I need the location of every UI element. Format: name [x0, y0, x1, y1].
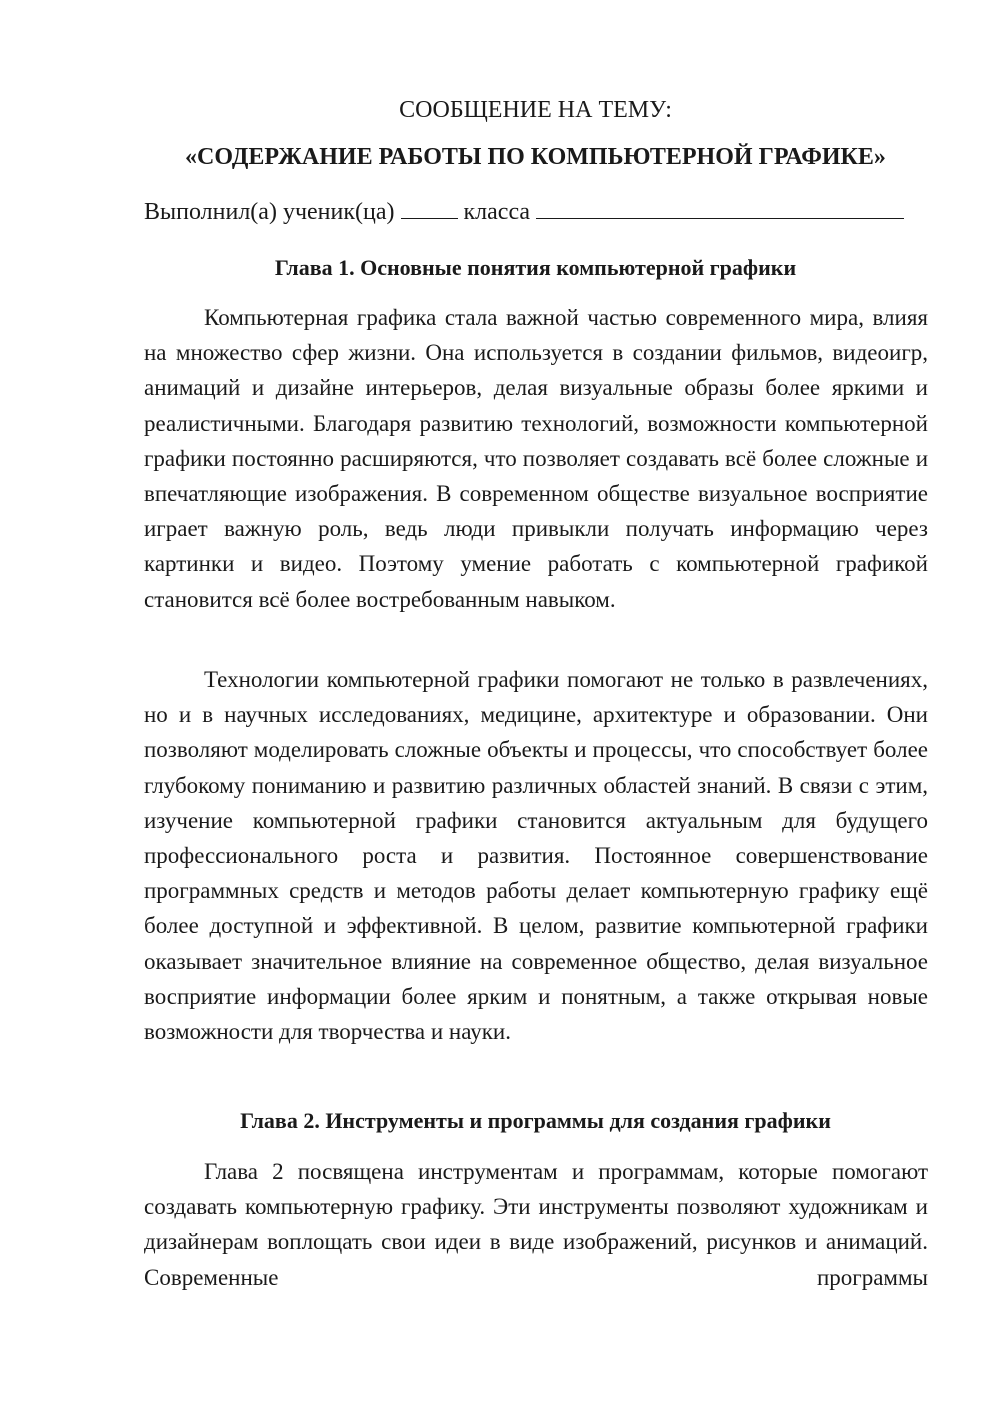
grade-blank [401, 196, 458, 219]
chapter2-heading: Глава 2. Инструменты и программы для создания графики [240, 1108, 831, 1133]
author-line-prefix: Выполнил(а) ученик(ца) [144, 199, 395, 225]
author-line [144, 196, 944, 228]
author-line-class-label: класса [463, 199, 531, 225]
document-title-line1: СООБЩЕНИЕ НА ТЕМУ: [399, 97, 672, 123]
chapter1-paragraph-1: Компьютерная графика стала важной частью современного мира, влияя на множество сфер жизни. Она используется в создании фильмов, видеоигр, анимаций и дизайне интерьеров, делая визуальные образы более яркими и реалистичными. Благодаря развитию технологий, возможности компьютерной графики постоянно расширяются, что позволяет создавать всё более сложные и впечатляющие изображения. В современном обществе визуальное восприятие играет важную роль, ведь люди привыкли получать информацию через картинки и видео. Поэтому умение работать с компьютерной графикой становится всё более востребованным навыком. [144, 305, 928, 612]
chapter1-paragraph-2: Технологии компьютерной графики помогают не только в развлечениях, но и в научных исследованиях, медицине, архитектуре и образовании. Они позволяют моделировать сложные объекты и процессы, что способствует более глубокому пониманию и развитию различных областей знаний. В связи с этим, изучение компьютерной графики становится актуальным для будущего профессионального роста и развития. Постоянное совершенствование программных средств и методов работы делает компьютерную графику ещё более доступной и эффективной. В целом, развитие компьютерной графики оказывает значительное влияние на современное общество, делая визуальное восприятие информации более ярким и понятным, а также открывая новые возможности для творчества и науки. [144, 667, 928, 1045]
document-title-line2: «СОДЕРЖАНИЕ РАБОТЫ ПО КОМПЬЮТЕРНОЙ ГРАФИКЕ» [185, 144, 886, 170]
chapter1-heading: Глава 1. Основные понятия компьютерной графики [274, 255, 797, 280]
name-blank [536, 196, 904, 219]
chapter2-paragraph-1: Глава 2 посвящена инструментам и программам, которые помогают создавать компьютерную графику. Эти инструменты позволяют художникам и дизайнерам воплощать свои идеи в виде изображений, рисунков и анимаций. Современные программы [144, 1159, 928, 1290]
